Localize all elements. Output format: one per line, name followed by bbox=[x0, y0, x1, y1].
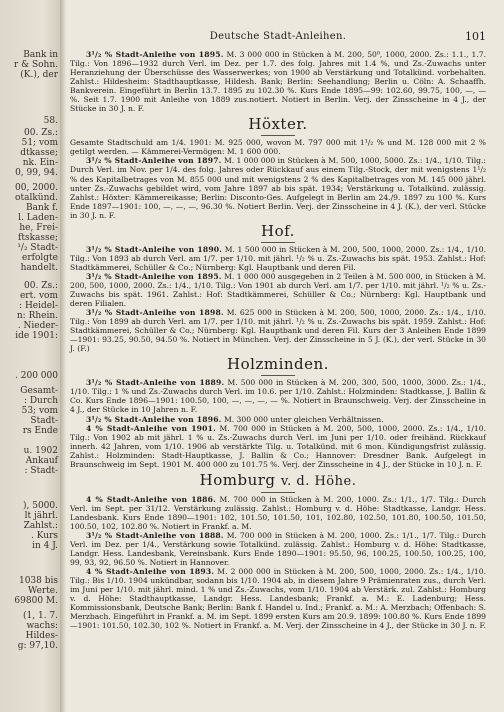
gutter-text-fragment: . 200 000 bbox=[15, 371, 58, 381]
gutter-text-fragment: 00. Zs.: bbox=[24, 281, 58, 291]
bond-details: M. 700 000 in Stücken à M. 200, 1000. Zs.: 1/1., 1/7. Tilg.: Durch Verl. im Dez. per 1/4., Verstärkung sowie Totalkünd. zulässig. Zahlst.: Homburg v. d. Höhe: Stadtkasse, Landgr. Hess. Landesbank, Vereinsbank. Kurs Ende 1890—1901: 95.50, 96, 100.25, 100.50, 100.25, 100, 99, 93, 92, 96.50 %. Notiert in Hannover. bbox=[70, 530, 486, 568]
bond-entry bbox=[70, 415, 486, 424]
gutter-text-fragment: otalkünd. bbox=[15, 193, 58, 203]
city-heading bbox=[70, 356, 486, 373]
gutter-text-fragment: erfolgte bbox=[22, 253, 58, 263]
city-name: Holzminden. bbox=[227, 355, 329, 374]
bond-title: 3¹/₂ % Stadt-Anleihe von 1896. bbox=[86, 414, 222, 424]
bond-entry bbox=[70, 272, 486, 308]
heading-rule bbox=[261, 135, 295, 136]
gutter-text-fragment: 58. bbox=[43, 116, 58, 126]
gutter-text-fragment: Bank f. bbox=[26, 203, 58, 213]
gutter-text-fragment: Ankauf bbox=[25, 456, 58, 466]
gutter-text-fragment: . Kurs bbox=[31, 531, 58, 541]
bond-details: M. 300 000 unter gleichen Verhältnissen. bbox=[221, 414, 384, 424]
gutter-text-fragment: Gesamt- bbox=[20, 386, 58, 396]
bond-details: M. 500 000 in Stücken à M. 200, 300, 500, 1000, 3000. Zs.: 1/4., 1/10. Tilg.: 1 % und Zs.-Zuwachs durch Verl. im 10.6. per 1/10. Zahlst.: Holzminden: Stadtkasse, J. Ballin & Co. Kurs Ende 1896—1901: 100.50, 100, —, —, —, — %. Notiert in Braunschweig. Verj. der Zinsscheine in 4 J., der Stücke in 10 Jahren n. F. bbox=[70, 378, 486, 415]
gutter-text-fragment: Werte. bbox=[28, 586, 58, 596]
gutter-text-fragment: l. Laden- bbox=[18, 213, 58, 223]
bond-title: 3¹/₂ % Stadt-Anleihe von 1898. bbox=[86, 308, 224, 318]
gutter-text-fragment: Bank in bbox=[23, 50, 58, 60]
gutter-text-fragment: lt jährl. bbox=[24, 511, 58, 521]
city-heading bbox=[70, 116, 486, 133]
page-number: 101 bbox=[465, 30, 486, 43]
bond-details: M. 3 000 000 in Stücken à M. 200, 50⁰, 1000, 2000. Zs.: 1.1., 1.7. Tilg.: Von 1896—1932 durch Verl. im Dez. per 1.7. des folg. Jahres mit 1.4 %, und Zs.-Zuwachs unter Heranziehung der Überschüsse des Wasserwerkes; von 1900 ab Verstärkung und Totalkünd. vorbehalten. Zahlst.: Hildesheim: Stadthauptkasse, Hildesh. Bank; Berlin: Seehandlung; Berlin u. Cöln: A. Schaaffh. Bankverein. Eingeführt in Berlin 13.7. 1895 zu 102.30 %. Kurs Ende 1895—99: 102.60, 99.75, 100, —, — %. Seit 1.7. 1900 mit Anleihe von 1889 zus.notiert. Notiert in Berlin. Verj. der Zinsscheine in 4 J., der Stücke in 30 J. n. F. bbox=[70, 50, 486, 114]
bond-entry bbox=[70, 495, 486, 531]
bond-entry bbox=[70, 308, 486, 353]
bond-title: 3¹/₂ % Stadt-Anleihe von 1888. bbox=[86, 530, 224, 540]
bond-details: M. 1 500 000 in Stücken à M. 200, 500, 1000, 2000. Zs.: 1/4., 1/10. Tilg.: Von 1893 ab durch Verl. am 1/7. per 1/10. mit jährl. ¹/₂ % u. Zs.-Zuwachs bis spät. 1953. Zahlst.: Hof: Stadtkämmerei, Schüller & Co.; Nürnberg: Kgl. Hauptbank und deren Fil. bbox=[70, 244, 487, 272]
gutter-text-fragment: : Heidel- bbox=[19, 301, 58, 311]
gutter-text-fragment: 00, 2000. bbox=[15, 183, 58, 193]
gutter-text-fragment: wachs: bbox=[26, 621, 58, 631]
bond-title: 3¹/₂ % Stadt-Anleihe von 1890. bbox=[86, 244, 223, 254]
running-title: Deutsche Stadt-Anleihen. bbox=[209, 31, 347, 42]
gutter-text-fragment: ide 1901: bbox=[15, 331, 58, 341]
gutter-text-fragment: Hildes- bbox=[25, 631, 58, 641]
city-name: Homburg bbox=[199, 470, 276, 489]
bond-entry bbox=[70, 567, 486, 630]
gutter-text-fragment: (1, 1. 7. bbox=[23, 611, 58, 621]
gutter-text-fragment: g: 97,10. bbox=[17, 641, 58, 651]
gutter-text-fragment: : Stadt- bbox=[24, 466, 58, 476]
bond-entry bbox=[70, 156, 486, 219]
gutter-text-fragment: u. 1902 bbox=[23, 446, 58, 456]
gutter-text-fragment: rs Ende bbox=[22, 426, 58, 436]
page-header bbox=[70, 31, 486, 45]
city-heading bbox=[70, 472, 486, 490]
gutter-text-fragment: 00. Zs.: bbox=[24, 128, 58, 138]
left-page-gutter bbox=[0, 0, 62, 712]
gutter-text-fragment: 53; vom bbox=[21, 406, 58, 416]
city-name: Höxter. bbox=[248, 115, 308, 134]
heading-rule bbox=[261, 242, 295, 243]
gutter-text-fragment: in 4 J. bbox=[32, 541, 58, 551]
bond-title: 3¹/₂ % Stadt-Anleihe von 1895. bbox=[86, 50, 224, 59]
page-content bbox=[70, 50, 486, 630]
gutter-text-fragment: he, Frei- bbox=[19, 223, 58, 233]
gutter-text-fragment: : Durch bbox=[23, 396, 58, 406]
gutter-text-fragment: dtkasse; bbox=[20, 148, 58, 158]
bond-details: Gesamte Stadtschuld am 1/4. 1901: M. 925 000, wovon M. 797 000 mit 1¹/₂ % und M. 128 000 mit 2 % getilgt werden. — Kämmerei-Vermögen: M. 1 600 000. bbox=[70, 138, 486, 157]
bond-title: 3¹/₂ % Stadt-Anleihe von 1897. bbox=[86, 156, 222, 166]
book-fold bbox=[60, 0, 66, 712]
gutter-text-fragment: ¹/₂ Stadt- bbox=[17, 243, 58, 253]
gutter-text-fragment: handelt. bbox=[20, 263, 58, 273]
bond-title: 4 % Stadt-Anleihe von 1886. bbox=[86, 494, 216, 504]
bond-entry bbox=[70, 50, 486, 113]
gutter-text-fragment: ), 5000. bbox=[23, 501, 58, 511]
gutter-text-fragment: nk. Ein- bbox=[22, 158, 58, 168]
bond-details: M. 1 000 000 in Stücken à M. 500, 1000, 5000. Zs.: 1/4., 1/10. Tilg.: Durch Verl. im Nov. per 1/4. des folg. Jahres oder Rückkauf aus einem Tilg.-Stock, der mit wenigstens 1¹/₂ % des Kapitalbetrages von M. 855 000 und mit wenigstens 2 % des Kapitalbetrages von M. 145 000 jährl. unter Zs.-Zuwachs gebildet wird, vom Jahre 1897 ab bis spät. 1934; Verstärkung u. Totalkünd. zulässig. Zahlst.: Höxter: Kämmereikasse; Berlin: Disconto-Ges. Aufgelegt in Berlin am 24./9. 1897 zu 100 %. Kurs Ende 1897—1901: 100, —, —, —, 96.30 %. Notiert Berlin. Verj. der Zinsscheine in 4 J. (K.), der verl. Stücke in 30 J. n. F. bbox=[70, 156, 486, 220]
bond-entry bbox=[70, 245, 486, 272]
bond-details: M. 700 000 in Stücken à M. 200, 1000. Zs.: 1/1., 1/7. Tilg.: Durch Verl. im Sept. per 31/12. Verstärkung zulässig. Zahlst.: Homburg v. d. Höhe: Stadtkasse, Landgr. Hess. Landesbank. Kurs Ende 1890—1901: 102, 101.50, 101.50, 101, 102.80, 102.50, 101.80, 100.50, 101.50, 100.50, 102, 102.80 %. Notiert in Frankf. a. M. bbox=[70, 494, 486, 531]
gutter-text-fragment: 1038 bis bbox=[18, 576, 58, 586]
bond-entry bbox=[70, 531, 486, 567]
bond-title: 4 % Stadt-Anleihe von 1901. bbox=[86, 423, 216, 433]
gutter-text-fragment: (K.), der bbox=[20, 70, 58, 80]
bond-title: 4 % Stadt-Anleihe von 1893. bbox=[86, 567, 215, 577]
gutter-text-fragment: n: Rhein. bbox=[16, 311, 58, 321]
bond-entry bbox=[70, 378, 486, 414]
city-name: Hof. bbox=[261, 221, 295, 240]
bond-details: M. 2 000 000 in Stücken à M. 200, 500, 1000, 2000. Zs.: 1/4., 1/10. Tilg.: Bis 1/10. 1904 unkündbar, sodann bis 1/10. 1904 ab, in diesem Jahre 9 Prämienraten zus., durch Verl. im Juni per 1/10. mit jährl. mind. 1 % und Zs.-Zuwachs, vom 1/10. 1904 ab Verstärk. zul. Zahlst.: Homburg v. d. Höhe: Stadthauptkasse, Landgr. Hess. Landesbank; Frankf. a. M.: E. Ladenburg; Hess. Kommissionsbank, Deutsche Bank; Berlin: Bank f. Handel u. Ind.; Frankf. a. M.: A. Merzbach; Offenbach: S. Merzbach. Eingeführt in Frankf. a. M. im Sept. 1899 ersten Kurs am 20.9. 1899: 100.80 %. Kurs Ende 1899—1901: 101.50, 102.30, 102 %. Notiert in Frankf. a. M. Verj. der Zinsscheine in 4 J., der Stücke in 30 J. n. F. bbox=[70, 567, 486, 631]
bond-title: 3¹/₂ % Stadt-Anleihe von 1889. bbox=[86, 378, 225, 388]
bond-details: M. 700 000 in Stücken à M. 200, 500, 1000, 2000. Zs.: 1/4., 1/10. Tilg.: Von 1902 ab mit jährl. 1 % u. Zs.-Zuwachs durch Verl. im Juni per 1/10. oder freihänd. Rückkauf innerh. 42 Jahren, vom 1/10. 1906 ab verstärkte Tilg. u. Totalkünd. mit 6 mon. Kündigungsfrist zulässig. Zahlst.: Holzminden: Stadt-Hauptkasse, J. Ballin & Co.; Hannover: Dresdner Bank. Aufgelegt in Braunschweig im Sept. 1901 M. 400 000 zu 101.75 %. Verj. der Zinsscheine in 4 J., der Stücke in 10 J. n. F. bbox=[70, 423, 486, 469]
gutter-text-fragment: Zahlst.: bbox=[23, 521, 58, 531]
gutter-text-fragment: ert. vom bbox=[19, 291, 58, 301]
bond-details: M. 1 000 000 ausgegeben in 2 Teilen à M. 500 000, in Stücken à M. 200, 500, 1000, 2000. Zs.: 1/4., 1/10. Tilg.: Von 1901 ab durch Verl. am 1/7. per 1/10. mit jährl. ¹/₂ % u. Zs.-Zuwachs bis spät. 1961. Zahlst.: Hof: Stadtkämmerei, Schüller & Co.; Nürnberg: Kgl. Hauptbank und deren Filialen. bbox=[70, 271, 486, 309]
bond-entry bbox=[70, 138, 486, 156]
gutter-text-fragment: 69800 M. bbox=[14, 596, 58, 606]
gutter-text-fragment: 0, 99, 94. bbox=[15, 168, 58, 178]
gutter-text-fragment: 51; vom bbox=[21, 138, 58, 148]
city-name-suffix: v. d. Höhe. bbox=[280, 473, 357, 489]
gutter-text-fragment: ftskasse; bbox=[18, 233, 58, 243]
gutter-text-fragment: . Nieder- bbox=[17, 321, 58, 331]
bond-entry bbox=[70, 424, 486, 469]
bond-title: 3¹/₂ % Stadt-Anleihe von 1895. bbox=[86, 271, 222, 281]
gutter-text-fragment: r & Sohn. bbox=[13, 60, 58, 70]
gutter-text-fragment: Stadt- bbox=[30, 416, 58, 426]
city-heading bbox=[70, 223, 486, 240]
bond-details: M. 625 000 in Stücken à M. 200, 500, 1000, 2000. Zs.: 1/4., 1/10. Tilg.: Von 1899 ab durch Verl. am 1/7. per 1/10. mit jährl. ¹/₂ % u. Zs.-Zuwachs bis spät. 1959. Zahlst.: Hof: Stadtkämmerei, Schüller & Co.; Nürnberg: Kgl. Hauptbank und deren Fil. Kurs der 3 Anleihen Ende 1899—1901: 93.25, 90.50, 94.50 %. Notiert in München. Verj. der Zinsscheine in 5 J. (K.), der verl. Stücke in 30 J. (F.) bbox=[70, 308, 486, 354]
heading-rule bbox=[261, 492, 295, 493]
heading-rule bbox=[261, 375, 295, 376]
